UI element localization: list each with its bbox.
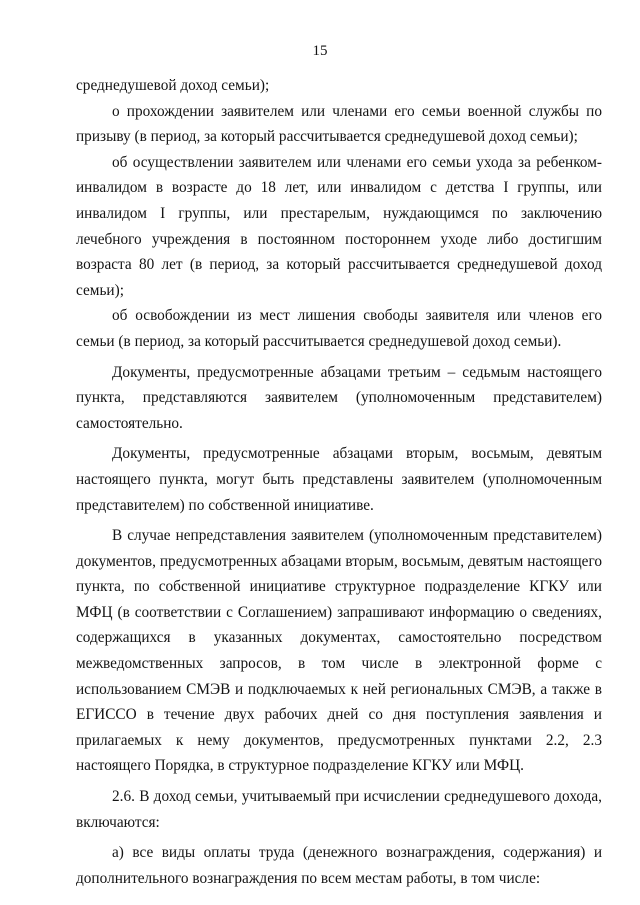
document-body	[76, 73, 602, 891]
paragraph-military-service: о прохождении заявителем или членами его семьи военной службы по призыву (в период, за который рассчитывается среднедушевой доход семьи);	[76, 102, 602, 146]
paragraph-continuation: среднедушевой доход семьи);	[76, 77, 270, 94]
paragraph-section-2-6: 2.6. В доход семьи, учитываемый при исчислении среднедушевого дохода, включаются:	[76, 788, 602, 831]
paragraph-item-a: а) все виды оплаты труда (денежного вознаграждения, содержания) и дополнительного вознаграждения по всем местам работы, в том числе:	[76, 844, 602, 887]
paragraph-documents-own-initiative: Документы, предусмотренные абзацами вторым, восьмым, девятым настоящего пункта, могут быть представлены заявителем (уполномоченным представителем) по собственной инициативе.	[76, 445, 602, 514]
paragraph-care-disabled: об осуществлении заявителем или членами его семьи ухода за ребенком-инвалидом в возрасте до 18 лет, или инвалидом с детства I группы, или инвалидом I группы, или престарелым, нуждающимся по заключению лечебного учреждения в постоянном постороннем уходе либо достигшим возраста 80 лет (в период, за который рассчитывается среднедушевой доход семьи);	[76, 153, 602, 299]
paragraph-release-from-prison: об освобождении из мест лишения свободы заявителя или членов его семьи (в период, за который рассчитывается среднедушевой доход семьи).	[76, 307, 602, 350]
page-number: 15	[312, 43, 328, 59]
paragraph-documents-self-submitted: Документы, предусмотренные абзацами третьим – седьмым настоящего пункта, представляются заявителем (уполномоченным представителем) самостоятельно.	[76, 363, 602, 432]
paragraph-interagency-requests: В случае непредставления заявителем (уполномоченным представителем) документов, предусмотренных абзацами вторым, восьмым, девятым настоящего пункта, по собственной инициативе структурное подразделение КГКУ или МФЦ (в соответствии с Соглашением) запрашивают информацию о сведениях, содержащихся в указанных документах, самостоятельно посредством межведомственных запросов, в том числе в электронной форме с использованием СМЭВ и подключаемых к ней региональных СМЭВ, а также в ЕГИССО в течение двух рабочих дней со дня поступления заявления и прилагаемых к нему документов, предусмотренных пунктами 2.2, 2.3 настоящего Порядка, в структурное подразделение КГКУ или МФЦ.	[76, 527, 602, 775]
